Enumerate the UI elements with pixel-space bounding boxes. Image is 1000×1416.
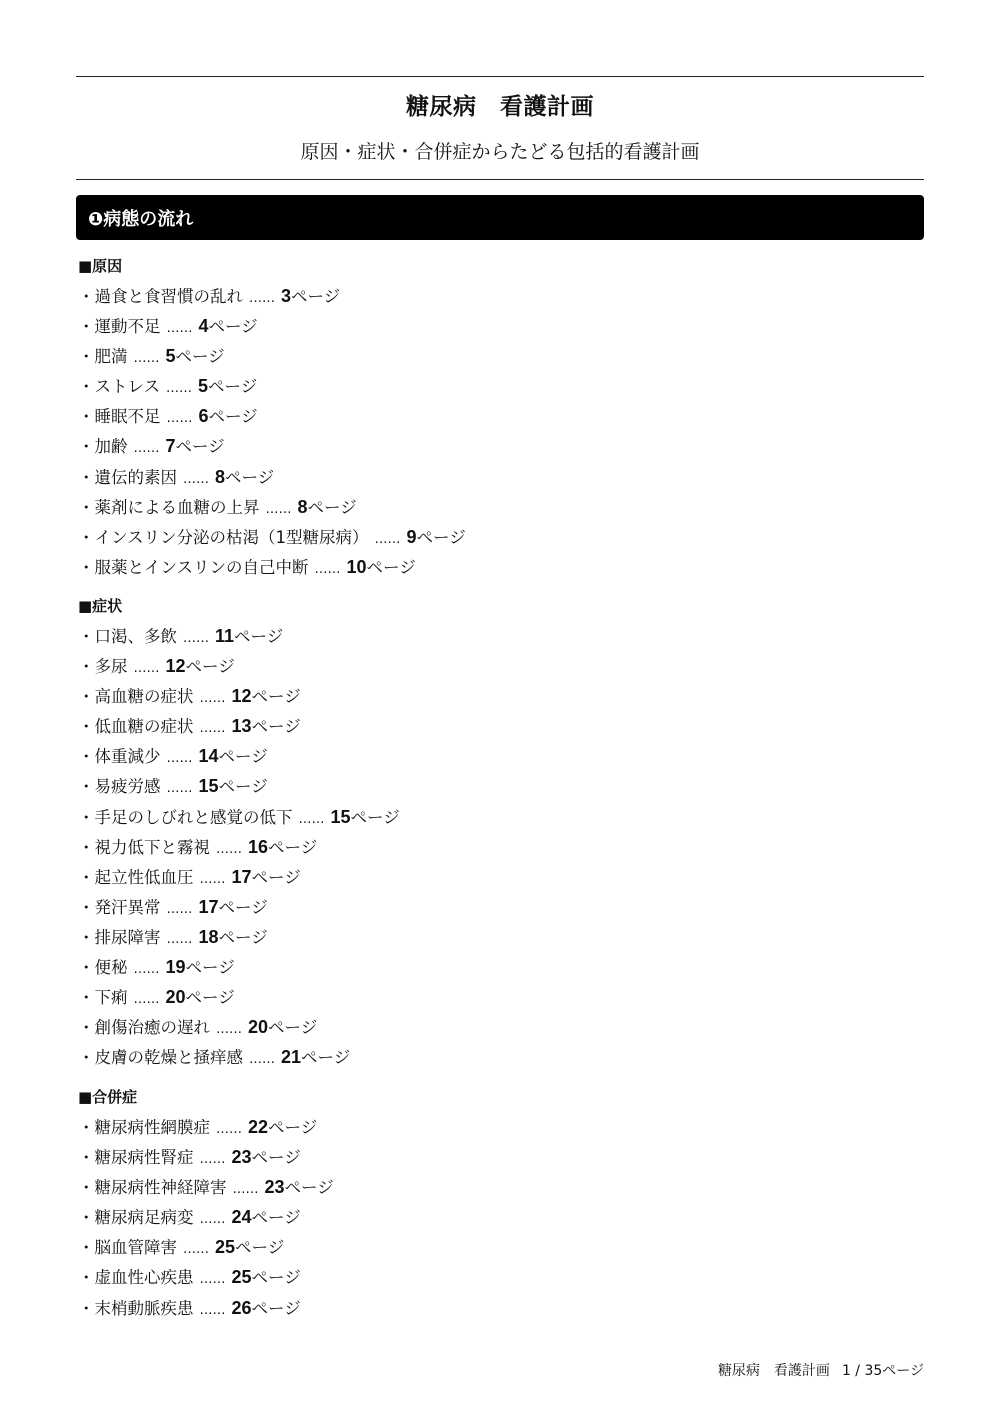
- list-item: [78, 556, 466, 586]
- list-item: [78, 685, 400, 715]
- leader-dots: ……: [133, 992, 160, 1008]
- page-suffix: ページ: [235, 1238, 285, 1258]
- item-label: ・肥満: [78, 347, 128, 367]
- page-suffix: ページ: [350, 807, 400, 827]
- list-item: [78, 496, 466, 526]
- leader-dots: ……: [199, 1212, 226, 1228]
- list-item: [78, 315, 466, 345]
- item-label: ・末梢動脈疾患: [78, 1298, 194, 1318]
- page-number: 3: [281, 286, 292, 306]
- list-item: [78, 1297, 334, 1327]
- item-label: ・視力低下と霧視: [78, 837, 210, 857]
- page-number: 8: [215, 466, 226, 487]
- list-item: [78, 625, 400, 655]
- leader-dots: ……: [166, 411, 193, 427]
- list-item: [78, 655, 400, 685]
- leader-dots: ……: [183, 631, 209, 646]
- page-number: 13: [231, 716, 252, 737]
- leader-dots: ……: [166, 751, 193, 767]
- page-number: 25: [231, 1267, 252, 1288]
- page-number: 24: [231, 1207, 252, 1228]
- leader-dots: ……: [374, 531, 401, 547]
- causes-group: [78, 256, 466, 586]
- list-item: [78, 345, 466, 375]
- group-heading: ■症状: [78, 597, 123, 615]
- item-label: ・排尿障害: [78, 927, 161, 947]
- item-label: ・手足のしびれと感覚の低下: [78, 807, 293, 827]
- complications-group: [78, 1087, 334, 1327]
- item-label: ・加齢: [78, 437, 128, 457]
- item-label: ・脳血管障害: [78, 1238, 177, 1258]
- page-number: 17: [231, 866, 252, 887]
- leader-dots: ……: [133, 351, 160, 367]
- page-suffix: ページ: [251, 717, 301, 737]
- page-suffix: ページ: [208, 377, 258, 397]
- leader-dots: ……: [216, 1122, 242, 1137]
- page-number: 17: [198, 896, 219, 917]
- page-number: 25: [215, 1237, 236, 1258]
- list-item: [78, 1266, 334, 1296]
- header-top-rule: [76, 76, 924, 77]
- page-number: 19: [165, 957, 186, 978]
- page-number: 15: [330, 806, 351, 827]
- item-label: ・口渇、多飲: [78, 627, 177, 646]
- leader-dots: ……: [183, 471, 209, 487]
- page-number: 18: [198, 926, 219, 947]
- item-label: ・皮膚の乾燥と掻痒感: [78, 1048, 243, 1068]
- leader-dots: ……: [183, 1242, 209, 1258]
- page-number: 21: [281, 1047, 302, 1068]
- page-suffix: ページ: [175, 347, 225, 367]
- leader-dots: ……: [199, 1272, 226, 1288]
- page-number: 5: [165, 346, 176, 367]
- page-number: 9: [406, 526, 417, 547]
- page-suffix: ページ: [218, 777, 268, 797]
- page-number: 14: [198, 746, 219, 767]
- list-item: [78, 466, 466, 496]
- symptoms-group: [78, 596, 400, 1076]
- page-suffix: ページ: [291, 287, 341, 306]
- page-number: 4: [198, 316, 209, 337]
- item-label: ・体重減少: [78, 747, 161, 767]
- list-item: [78, 1176, 334, 1206]
- leader-dots: ……: [249, 291, 275, 306]
- page-suffix: ページ: [251, 687, 301, 707]
- item-label: ・服薬とインスリンの自己中断: [78, 557, 309, 577]
- item-label: ・多尿: [78, 657, 128, 677]
- item-label: ・起立性低血圧: [78, 867, 194, 887]
- list-item: [78, 375, 466, 405]
- item-label: ・糖尿病足病変: [78, 1208, 194, 1228]
- header-bottom-rule: [76, 179, 924, 180]
- leader-dots: ……: [216, 1022, 242, 1038]
- page-suffix: ページ: [268, 1018, 318, 1038]
- item-label: ・虚血性心疾患: [78, 1268, 194, 1288]
- leader-dots: ……: [265, 501, 292, 517]
- item-label: ・遺伝的素因: [78, 467, 177, 487]
- leader-dots: ……: [199, 871, 226, 887]
- item-label: ・ストレス: [78, 377, 161, 397]
- leader-dots: ……: [166, 381, 193, 397]
- leader-dots: ……: [166, 931, 193, 947]
- page-number: 5: [198, 376, 209, 397]
- leader-dots: ……: [133, 661, 160, 677]
- page-number: 12: [165, 656, 186, 677]
- page-number: 6: [198, 406, 209, 427]
- list-item: [78, 866, 400, 896]
- list-item: [78, 896, 400, 926]
- page-suffix: ページ: [251, 867, 301, 887]
- leader-dots: ……: [314, 561, 341, 577]
- list-item: [78, 956, 400, 986]
- page-number: 8: [297, 496, 308, 517]
- page-suffix: ページ: [284, 1178, 334, 1198]
- list-item: [78, 775, 400, 805]
- page-suffix: ページ: [218, 927, 268, 947]
- item-label: ・高血糖の症状: [78, 687, 194, 707]
- leader-dots: ……: [199, 1302, 226, 1318]
- list-item: [78, 526, 466, 556]
- list-item: [78, 1046, 400, 1076]
- page-suffix: ページ: [268, 1118, 318, 1137]
- page-number: 10: [346, 556, 367, 577]
- item-label: ・易疲労感: [78, 777, 161, 797]
- leader-dots: ……: [249, 1052, 275, 1068]
- item-label: ・低血糖の症状: [78, 717, 194, 737]
- page-number: 20: [165, 987, 186, 1008]
- page-suffix: ページ: [208, 317, 258, 337]
- page-number: 22: [248, 1117, 269, 1137]
- page-suffix: ページ: [185, 657, 235, 677]
- section-header-pathology-flow: [76, 195, 924, 240]
- leader-dots: ……: [199, 1152, 226, 1168]
- item-label: ・便秘: [78, 958, 128, 978]
- section-title: ❶病態の流れ: [88, 208, 194, 230]
- group-heading: ■原因: [78, 257, 123, 275]
- item-label: ・糖尿病性神経障害: [78, 1178, 227, 1198]
- list-item: [78, 1206, 334, 1236]
- leader-dots: ……: [298, 811, 325, 827]
- item-label: ・糖尿病性腎症: [78, 1148, 194, 1168]
- page-suffix: ページ: [416, 527, 466, 547]
- page-suffix: ページ: [301, 1048, 351, 1068]
- list-item: [78, 1146, 334, 1176]
- page-number: 15: [198, 776, 219, 797]
- list-item: [78, 1236, 334, 1266]
- page-suffix: ページ: [208, 407, 258, 427]
- item-label: ・創傷治癒の遅れ: [78, 1018, 210, 1038]
- page-number: 23: [264, 1177, 285, 1198]
- list-item: [78, 745, 400, 775]
- item-label: ・睡眠不足: [78, 407, 161, 427]
- item-label: ・過食と食習慣の乱れ: [78, 287, 243, 306]
- page-suffix: ページ: [307, 497, 357, 517]
- list-item: [78, 1016, 400, 1046]
- page-suffix: ページ: [251, 1208, 301, 1228]
- leader-dots: ……: [133, 441, 160, 457]
- leader-dots: ……: [166, 321, 193, 337]
- item-label: ・下痢: [78, 988, 128, 1008]
- list-item: [78, 715, 400, 745]
- item-label: ・糖尿病性網膜症: [78, 1118, 210, 1137]
- item-label: ・発汗異常: [78, 897, 161, 917]
- item-label: ・インスリン分泌の枯渇（1型糖尿病）: [78, 527, 369, 547]
- item-label: ・薬剤による血糖の上昇: [78, 497, 260, 517]
- footer-doc-title: 糖尿病 看護計画: [717, 1363, 830, 1379]
- leader-dots: ……: [232, 1182, 259, 1198]
- page-suffix: ページ: [218, 747, 268, 767]
- page-suffix: ページ: [251, 1298, 301, 1318]
- page-suffix: ページ: [225, 467, 275, 487]
- page-number: 11: [215, 626, 235, 646]
- page-suffix: ページ: [234, 627, 284, 646]
- page-title: 糖尿病 看護計画: [406, 94, 594, 120]
- leader-dots: ……: [199, 691, 226, 707]
- list-item: [78, 806, 400, 836]
- page-number: 26: [231, 1297, 252, 1318]
- page-number: 12: [231, 686, 252, 707]
- list-item: [78, 285, 466, 315]
- page-suffix: ページ: [185, 958, 235, 978]
- item-label: ・運動不足: [78, 317, 161, 337]
- page-suffix: ページ: [251, 1148, 301, 1168]
- list-item: [78, 986, 400, 1016]
- list-item: [78, 435, 466, 465]
- list-item: [78, 1116, 334, 1146]
- leader-dots: ……: [216, 841, 242, 857]
- page-number: 23: [231, 1147, 252, 1168]
- page-suffix: ページ: [251, 1268, 301, 1288]
- page-suffix: ページ: [175, 437, 225, 457]
- page-suffix: ページ: [366, 557, 416, 577]
- page-subtitle: 原因・症状・合併症からたどる包括的看護計画: [300, 141, 700, 163]
- list-item: [78, 836, 400, 866]
- page-suffix: ページ: [268, 837, 318, 857]
- page-footer: [718, 1360, 924, 1380]
- page-number: 7: [165, 436, 176, 457]
- page-suffix: ページ: [218, 897, 268, 917]
- page-number: 16: [248, 836, 269, 857]
- group-heading: ■合併症: [78, 1088, 138, 1106]
- page-number: 20: [248, 1017, 269, 1038]
- leader-dots: ……: [166, 901, 193, 917]
- page-suffix: ページ: [185, 988, 235, 1008]
- list-item: [78, 926, 400, 956]
- leader-dots: ……: [133, 962, 160, 978]
- leader-dots: ……: [166, 781, 193, 797]
- leader-dots: ……: [199, 721, 226, 737]
- footer-page-info: 1 / 35ページ: [841, 1363, 924, 1379]
- list-item: [78, 405, 466, 435]
